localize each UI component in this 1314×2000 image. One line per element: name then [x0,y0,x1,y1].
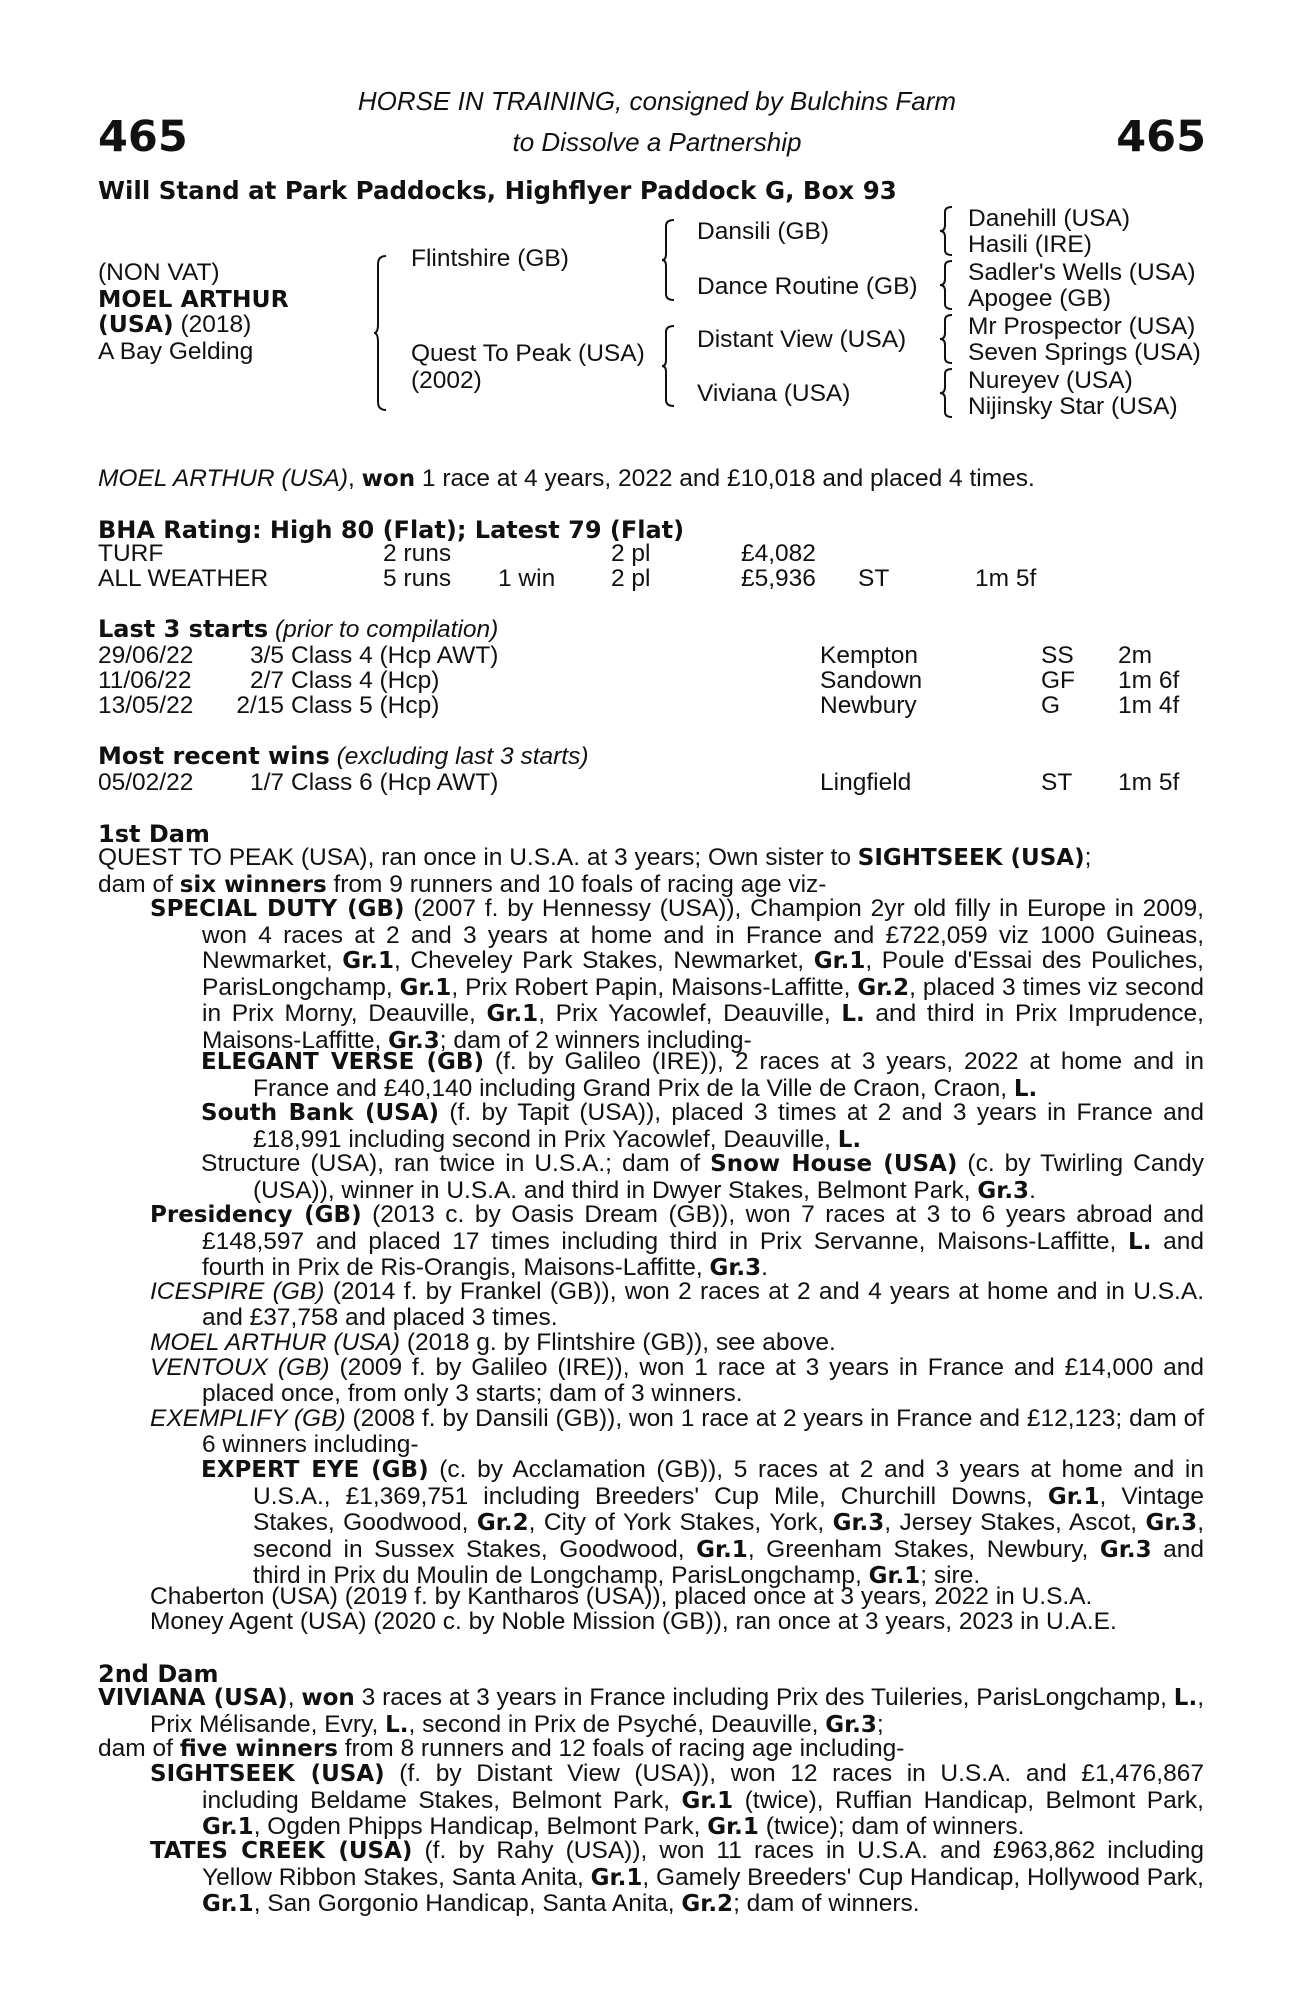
lot-number-right: 465 [1116,112,1206,162]
rating-distance: 1m 5f [975,565,1037,592]
pedigree-dds: Nureyev (USA) [968,367,1133,394]
pedigree-dsd: Seven Springs (USA) [968,339,1201,366]
dam2-intro-line3: dam of five winners from 8 runners and 12 foals of racing age including- [98,1735,905,1762]
dam2-intro: VIVIANA (USA), won 3 races at 3 years in France including Prix des Tuileries, ParisLongchamp, L., Prix Mélisande, Evry, L., second in Prix de Psyché, Deauville, Gr.3; [98,1684,1205,1738]
pedigree-sdd: Apogee (GB) [968,285,1111,312]
dam1-intro-line1: QUEST TO PEAK (USA), ran once in U.S.A. at 3 years; Own sister to SIGHTSEEK (USA); [98,844,1092,871]
race-going: SS [1041,642,1074,669]
race-summary: MOEL ARTHUR (USA), won 1 race at 4 years, 2022 and £10,018 and placed 4 times. [98,465,1035,492]
horse-year: (2018) [173,311,252,338]
pedigree-ssd: Hasili (IRE) [968,231,1092,258]
rating-placed: 2 pl [611,565,651,592]
dam1-produce-exemplify: EXEMPLIFY (GB) (2008 f. by Dansili (GB)), won 1 race at 2 years in France and £12,123; dam of 6 winners including- [150,1405,1204,1458]
pedigree-dam-year: (2002) [411,367,482,394]
rating-title: BHA Rating: High 80 (Flat); Latest 79 (Flat) [98,516,685,544]
dam1-produce-presidency: Presidency (GB) (2013 c. by Oasis Dream (GB)), won 7 races at 3 to 6 years abroad and £148,597 and placed 17 times including third in Prix Servanne, Maisons-Laffitte, L. and fourth in Prix de Ris-Orangis, Maisons-Laffitte, Gr.3. [150,1201,1205,1281]
race-distance: 1m 6f [1118,667,1180,694]
dam1-produce-special-duty: SPECIAL DUTY (GB) (2007 f. by Hennessy (USA)), Champion 2yr old filly in Europe in 2009, won 4 races at 2 and 3 years at home and in France and £722,059 viz 1000 Guineas, Newmarket, Gr.1, Cheveley Park Stakes, Newmarket, Gr.1, Poule d'Essai des Pouliches, ParisLongchamp, Gr.1, Prix Robert Papin, Maisons-Laffitte, Gr.2, placed 3 times viz second in Prix Morny, Deauville, Gr.1, Prix Yacowlef, Deauville, L. and third in Prix Imprudence, Maisons-Laffitte, Gr.3; dam of 2 winners including- [150,895,1204,1054]
dam1-produce-icespire: ICESPIRE (GB) (2014 f. by Frankel (GB)), won 2 races at 2 and 4 years at home and in U.S.A. and £37,758 and placed 3 times. [150,1278,1205,1331]
race-class: Class 6 (Hcp AWT) [291,769,499,796]
pedigree-sss: Danehill (USA) [968,205,1131,232]
race-course: Kempton [820,642,919,669]
dam1-intro-line2: dam of six winners from 9 runners and 10 foals of racing age viz- [98,870,827,898]
dam2-title: 2nd Dam [98,1660,219,1688]
recent-wins-heading [98,744,589,770]
rating-going: ST [858,565,890,592]
summary-won: won [361,466,416,492]
grandproduce-structure: Structure (USA), ran twice in U.S.A.; dam of Snow House (USA) (c. by Twirling Candy (USA)), winner in U.S.A. and third in Dwyer Stakes, Belmont Park, Gr.3. [201,1150,1205,1204]
pedigree-sds: Sadler's Wells (USA) [968,259,1196,286]
pedigree-bracket-sire [662,218,678,302]
pedigree-bracket-sd [940,259,954,311]
dam1-produce-moel-arthur: MOEL ARTHUR (USA) (2018 g. by Flintshire (GB)), see above. [150,1329,836,1356]
race-going: ST [1041,769,1073,796]
pedigree-ddd: Nijinsky Star (USA) [968,393,1178,420]
race-date: 05/02/22 [98,769,194,796]
pedigree-dam: Quest To Peak (USA) [411,340,645,367]
race-date: 13/05/22 [98,692,194,719]
lot-number-left: 465 [98,112,188,162]
pedigree-bracket-dd [940,367,954,419]
race-position: 3/5 [249,642,284,669]
summary-name: MOEL ARTHUR (USA) [98,465,349,492]
pedigree-sire: Flintshire (GB) [411,245,569,272]
pedigree-bracket-ss [940,205,954,257]
race-position: 1/7 [249,769,284,796]
race-course: Sandown [820,667,923,694]
dam1-produce-ventoux: VENTOUX (GB) (2009 f. by Galileo (IRE)), won 1 race at 3 years in France and £14,000 and placed once, from only 3 starts; dam of 3 winners. [150,1354,1204,1407]
dam2-produce-tates-creek: TATES CREEK (USA) (f. by Rahy (USA)), won 11 races in U.S.A. and £963,862 including Yellow Ribbon Stakes, Santa Anita, Gr.1, Gamely Breeders' Cup Handicap, Hollywood Park, Gr.1, San Gorgonio Handicap, Santa Anita, Gr.2; dam of winners. [150,1837,1204,1917]
race-distance: 1m 4f [1118,692,1180,719]
race-going: G [1041,692,1061,719]
header-line-2: to Dissolve a Partnership [512,127,802,157]
race-date: 11/06/22 [98,667,192,694]
location-line: Will Stand at Park Paddocks, Highflyer Paddock G, Box 93 [98,176,897,205]
summary-rest: 1 race at 4 years, 2022 and £10,018 and placed 4 times. [415,465,1035,492]
pedigree-sire-sire: Dansili (GB) [697,218,830,245]
last3-title: Last 3 starts [98,615,269,643]
race-date: 29/06/22 [98,642,194,669]
pedigree-bracket-main [374,254,394,412]
recent-wins-note: (excluding last 3 starts) [329,743,589,770]
grandproduce-expert-eye: EXPERT EYE (GB) (c. by Acclamation (GB)), 5 races at 2 and 3 years at home and in U.S.A., £1,369,751 including Breeders' Cup Mile, Churchill Downs, Gr.1, Vintage Stakes, Goodwood, Gr.2, City of York Stakes, York, Gr.3, Jersey Stakes, Ascot, Gr.3, second in Sussex Stakes, Goodwood, Gr.1, Greenham Stakes, Newbury, Gr.3 and third in Prix du Moulin de Longchamp, ParisLongchamp, Gr.1; sire. [201,1456,1205,1589]
dam1-produce-chaberton: Chaberton (USA) (2019 f. by Kantharos (USA)), placed once at 3 years, 2022 in U.S.A. [150,1583,1093,1610]
rating-placed: 2 pl [611,540,651,567]
last3-heading [98,617,498,643]
race-course: Newbury [820,692,917,719]
horse-country: (USA) [98,310,174,338]
rating-runs: 5 runs [383,565,452,592]
header-line-1: HORSE IN TRAINING, consigned by Bulchins Farm [357,86,957,116]
race-distance: 2m [1118,642,1153,669]
pedigree-dam-dam: Viviana (USA) [697,380,851,407]
pedigree-dss: Mr Prospector (USA) [968,313,1196,340]
race-course: Lingfield [820,769,912,796]
race-position: 2/15 [236,692,284,719]
pedigree-bracket-ds [940,313,954,365]
dam1-title: 1st Dam [98,820,210,848]
pedigree-dam-sire: Distant View (USA) [697,326,907,353]
vat-status: (NON VAT) [98,259,220,286]
horse-description: A Bay Gelding [98,338,254,365]
dam1-produce-money-agent: Money Agent (USA) (2020 c. by Noble Mission (GB)), ran once at 3 years, 2023 in U.A.E. [150,1608,1117,1635]
rating-wins: 1 win [498,565,556,592]
grandproduce-south-bank: South Bank (USA) (f. by Tapit (USA)), placed 3 times at 2 and 3 years in France and £18,991 including second in Prix Yacowlef, Deauville, L. [201,1099,1204,1153]
dam1-intro [98,845,1204,898]
pedigree-bracket-dam [662,324,678,408]
horse-name: MOEL ARTHUR [98,285,289,313]
race-class: Class 5 (Hcp) [291,692,440,719]
rating-earnings: £5,936 [741,565,816,592]
dam2-produce-sightseek: SIGHTSEEK (USA) (f. by Distant View (USA)), won 12 races in U.S.A. and £1,476,867 including Beldame Stakes, Belmont Park, Gr.1 (twice), Ruffian Handicap, Belmont Park, Gr.1, Ogden Phipps Handicap, Belmont Park, Gr.1 (twice); dam of winners. [150,1760,1204,1840]
recent-wins-title: Most recent wins [98,742,330,770]
race-position: 2/7 [249,667,284,694]
race-distance: 1m 5f [1118,769,1180,796]
rating-surface: ALL WEATHER [98,565,269,592]
pedigree-sire-dam: Dance Routine (GB) [697,273,918,300]
rating-runs: 2 runs [383,540,452,567]
race-class: Class 4 (Hcp AWT) [291,642,499,669]
grandproduce-elegant-verse: ELEGANT VERSE (GB) (f. by Galileo (IRE)), 2 races at 3 years, 2022 at home and in France and £40,140 including Grand Prix de la Ville de Craon, Craon, L. [201,1048,1204,1102]
rating-earnings: £4,082 [741,540,816,567]
rating-surface: TURF [98,540,164,567]
race-class: Class 4 (Hcp) [291,667,440,694]
race-going: GF [1041,667,1076,694]
horse-origin-line [98,312,251,338]
last3-note: (prior to compilation) [268,616,499,643]
